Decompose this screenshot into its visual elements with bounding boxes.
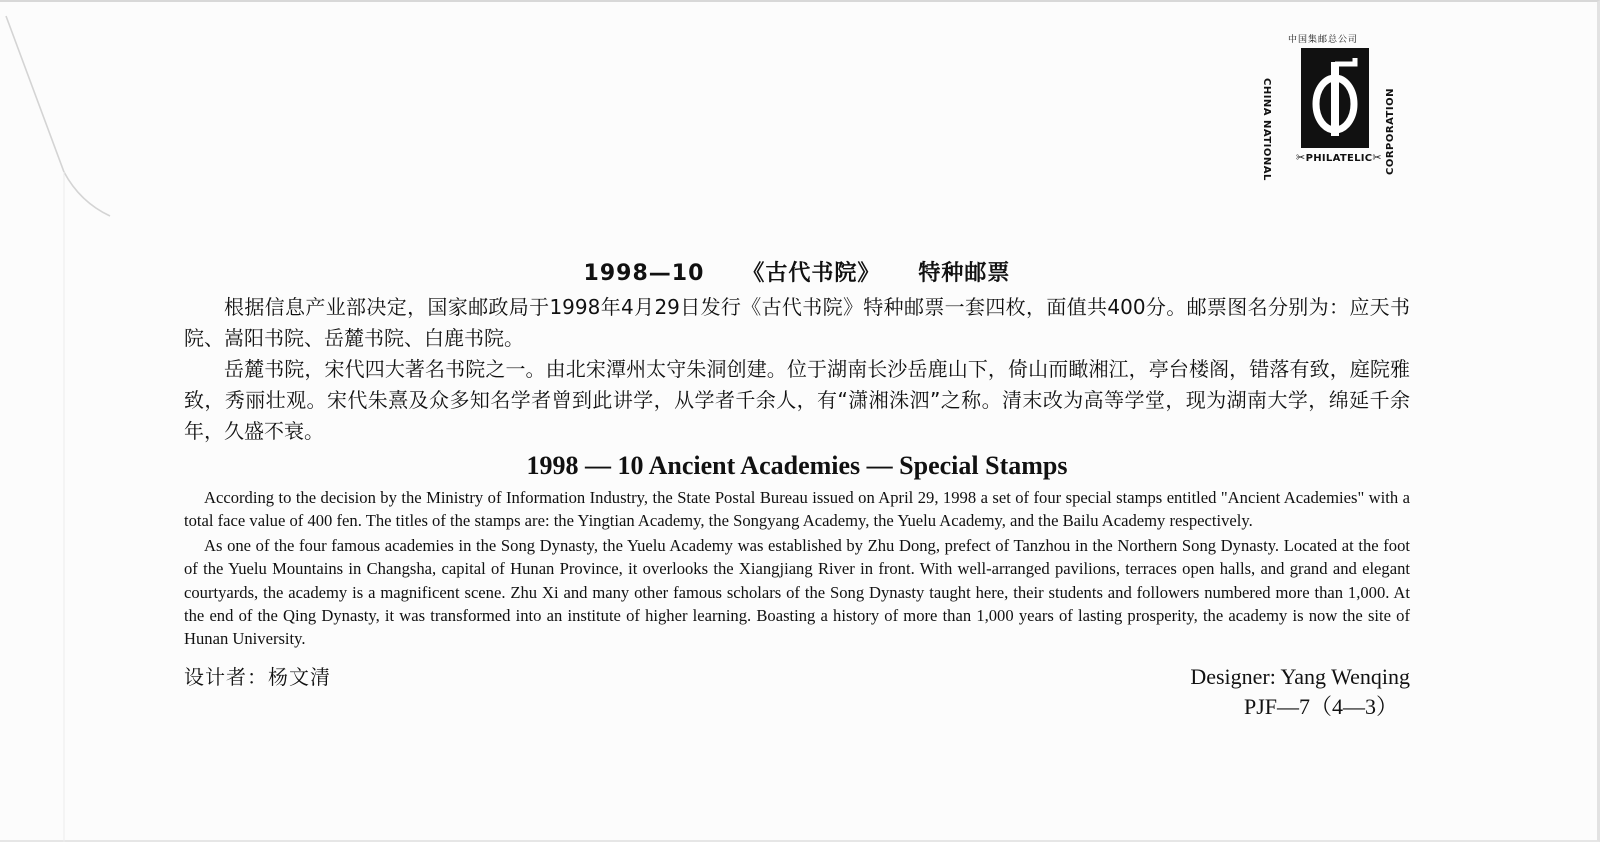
china-philatelic-logo	[1261, 30, 1396, 181]
logo-bottom-row	[1277, 151, 1401, 164]
scissors-icon: ✂	[1372, 151, 1382, 164]
logo-right-text: CORPORATION	[1385, 88, 1396, 175]
chinese-title-number: 1998—10	[583, 261, 705, 286]
logo-left-text: CHINA NATIONAL	[1261, 78, 1272, 181]
chinese-paragraph: 根据信息产业部决定，国家邮政局于1998年4月29日发行《古代书院》特种邮票一套四枚，面值共400分。邮票图名分别为：应天书院、嵩阳书院、岳麓书院、白鹿书院。	[184, 295, 1410, 350]
chinese-title-type: 特种邮票	[918, 261, 1011, 286]
chinese-title	[184, 256, 1410, 292]
stamp-description	[184, 256, 1410, 722]
chinese-paragraph: 岳麓书院，宋代四大著名书院之一。由北宋潭州太守朱洞创建。位于湖南长沙岳鹿山下，倚山而瞰湘江，亭台楼阁，错落有致，庭院雅致，秀丽壮观。宋代朱熹及众多知名学者曾到此讲学，从学者千余人，有“潇湘洙泗”之称。清末改为高等学堂，现为湖南大学，绵延千余年，久盛不衰。	[184, 357, 1410, 443]
philatelic-emblem-icon	[1301, 48, 1369, 148]
code-row	[184, 692, 1410, 722]
english-paragraph: According to the decision by the Ministry of Information Industry, the State Postal Bureau issued on April 29, 1998 a set of four special stamps entitled "Ancient Academies" with a total face value of 400 fen. The titles of the stamps are: the Yingtian Academy, the Songyang Academy, the Yuelu Academy, and the Bailu Academy respectively.	[184, 488, 1410, 531]
english-title: 1998 — 10 Ancient Academies — Special Stamps	[526, 451, 1068, 480]
english-paragraph: As one of the four famous academies in the Song Dynasty, the Yuelu Academy was established by Zhu Dong, prefect of Tanzhou in the Northern Song Dynasty. Located at the foot of the Yuelu Mountains in Changsha, capital of Hunan Province, it overlooks the Xiangjiang River in front. With well-arranged pavilions, terraces open halls, and grand and elegant courtyards, the academy is a magnificent scene. Zhu Xi and many other famous scholars of the Song Dynasty taught here, their students and followers numbered more than 1,000. At the end of the Qing Dynasty, it was transformed into an institute of higher learning. Boasting a history of more than 1,000 years of lasting prosperity, the academy is now the site of Hunan University.	[184, 535, 1410, 649]
scissors-icon: ✂	[1296, 151, 1306, 164]
designer-chinese: 设计者：杨文清	[184, 664, 331, 689]
designer-english: Designer: Yang Wenqing	[1190, 663, 1410, 689]
designer-row	[184, 662, 1410, 692]
cover-code: PJF—7（4—3）	[1243, 693, 1398, 719]
logo-chinese-text: 中国集邮总公司	[1288, 35, 1359, 45]
logo-bottom-text: PHILATELIC	[1305, 153, 1373, 164]
chinese-title-name: 《古代书院》	[742, 261, 881, 286]
